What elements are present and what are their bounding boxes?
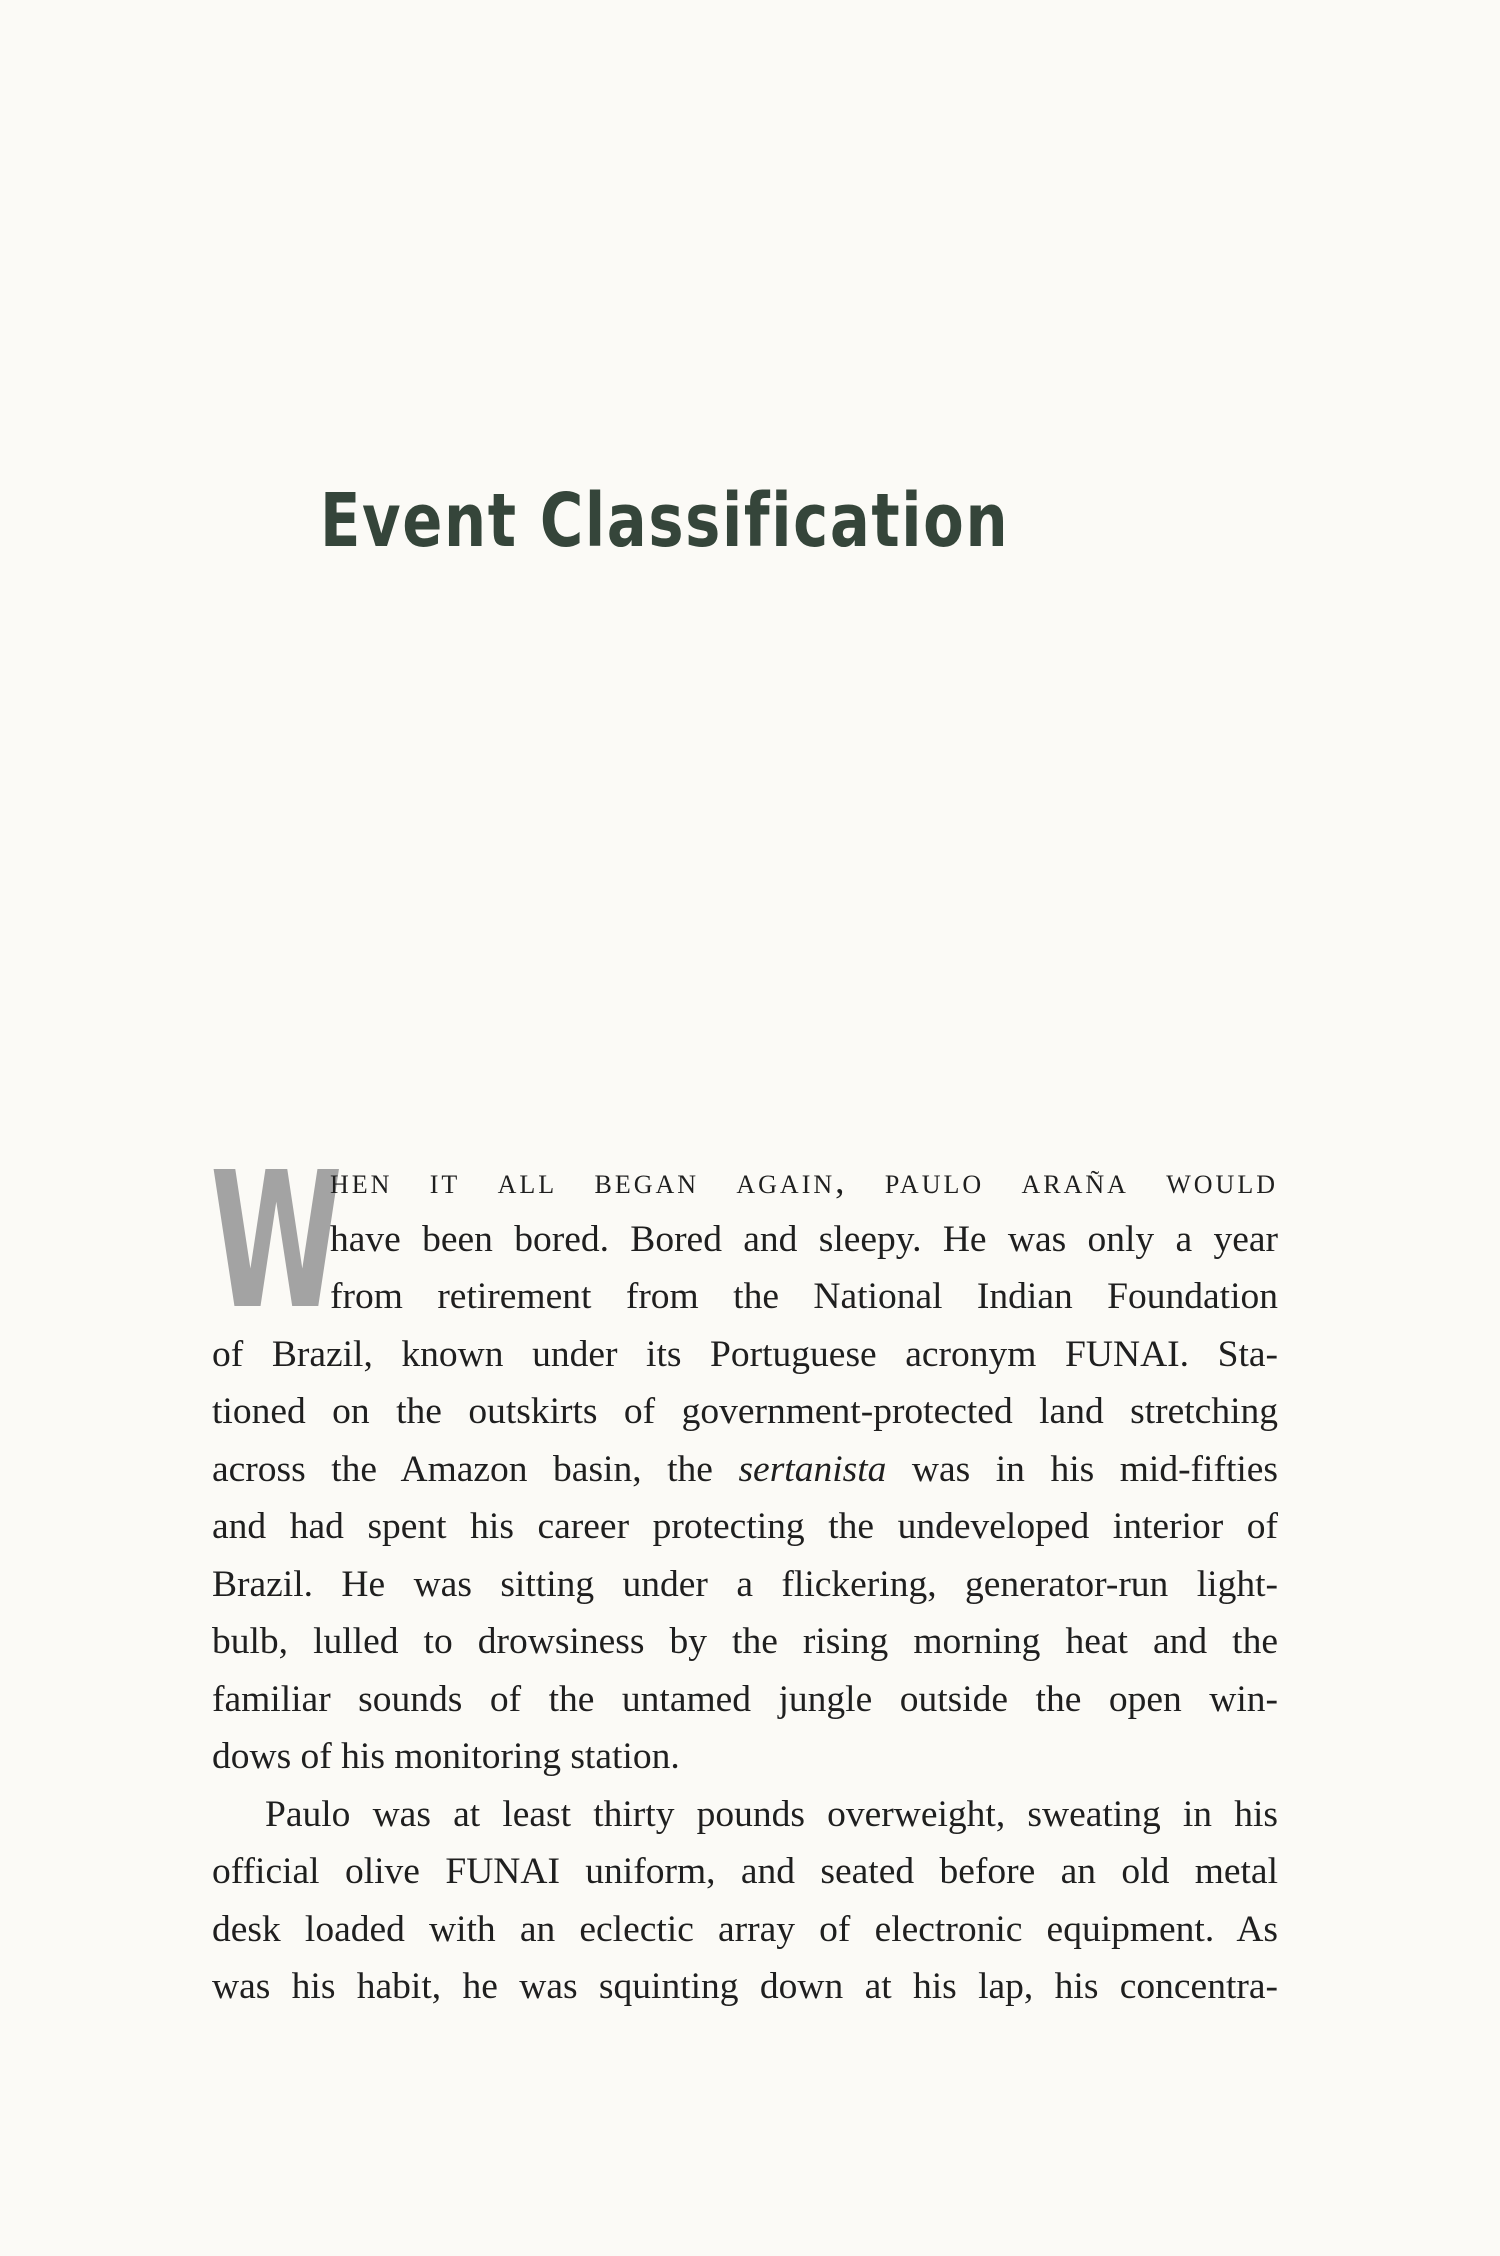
text-line: of Brazil, known under its Portuguese acronym FUNAI. Sta- — [212, 1333, 1278, 1375]
text-line: Brazil. He was sitting under a flickering, generator-run light- — [212, 1563, 1278, 1605]
chapter-title: Event Classification — [320, 478, 1010, 564]
drop-cap: W — [210, 1132, 343, 1351]
text-line: official olive FUNAI uniform, and seated before an old metal — [212, 1851, 1278, 1892]
text-line: and had spent his career protecting the undeveloped interior of — [212, 1506, 1278, 1547]
text-line: familiar sounds of the untamed jungle outside the open win- — [212, 1678, 1278, 1720]
text-line: hen it all began again, paulo araña would — [330, 1161, 1278, 1202]
text-line: from retirement from the National Indian Foundation — [330, 1276, 1278, 1317]
text-segment: across the Amazon basin, the — [212, 1448, 713, 1490]
body-text — [210, 1132, 1279, 2016]
text-segment: was in his mid-fifties — [911, 1448, 1279, 1490]
text-line: bulb, lulled to drowsiness by the rising morning heat and the — [212, 1621, 1278, 1662]
text-line: Paulo was at least thirty pounds overweight, sweating in his — [265, 1793, 1278, 1835]
text-line: tioned on the outskirts of government-protected land stretching — [212, 1391, 1278, 1432]
italic-term: sertanista — [738, 1448, 887, 1490]
text-line: desk loaded with an eclectic array of electronic equipment. As — [212, 1908, 1278, 1950]
text-line: was his habit, he was squinting down at his lap, his concentra- — [212, 1966, 1278, 2007]
text-line: dows of his monitoring station. — [212, 1736, 680, 1777]
text-line — [212, 1441, 1278, 1499]
text-line: have been bored. Bored and sleepy. He was only a year — [330, 1218, 1278, 1260]
